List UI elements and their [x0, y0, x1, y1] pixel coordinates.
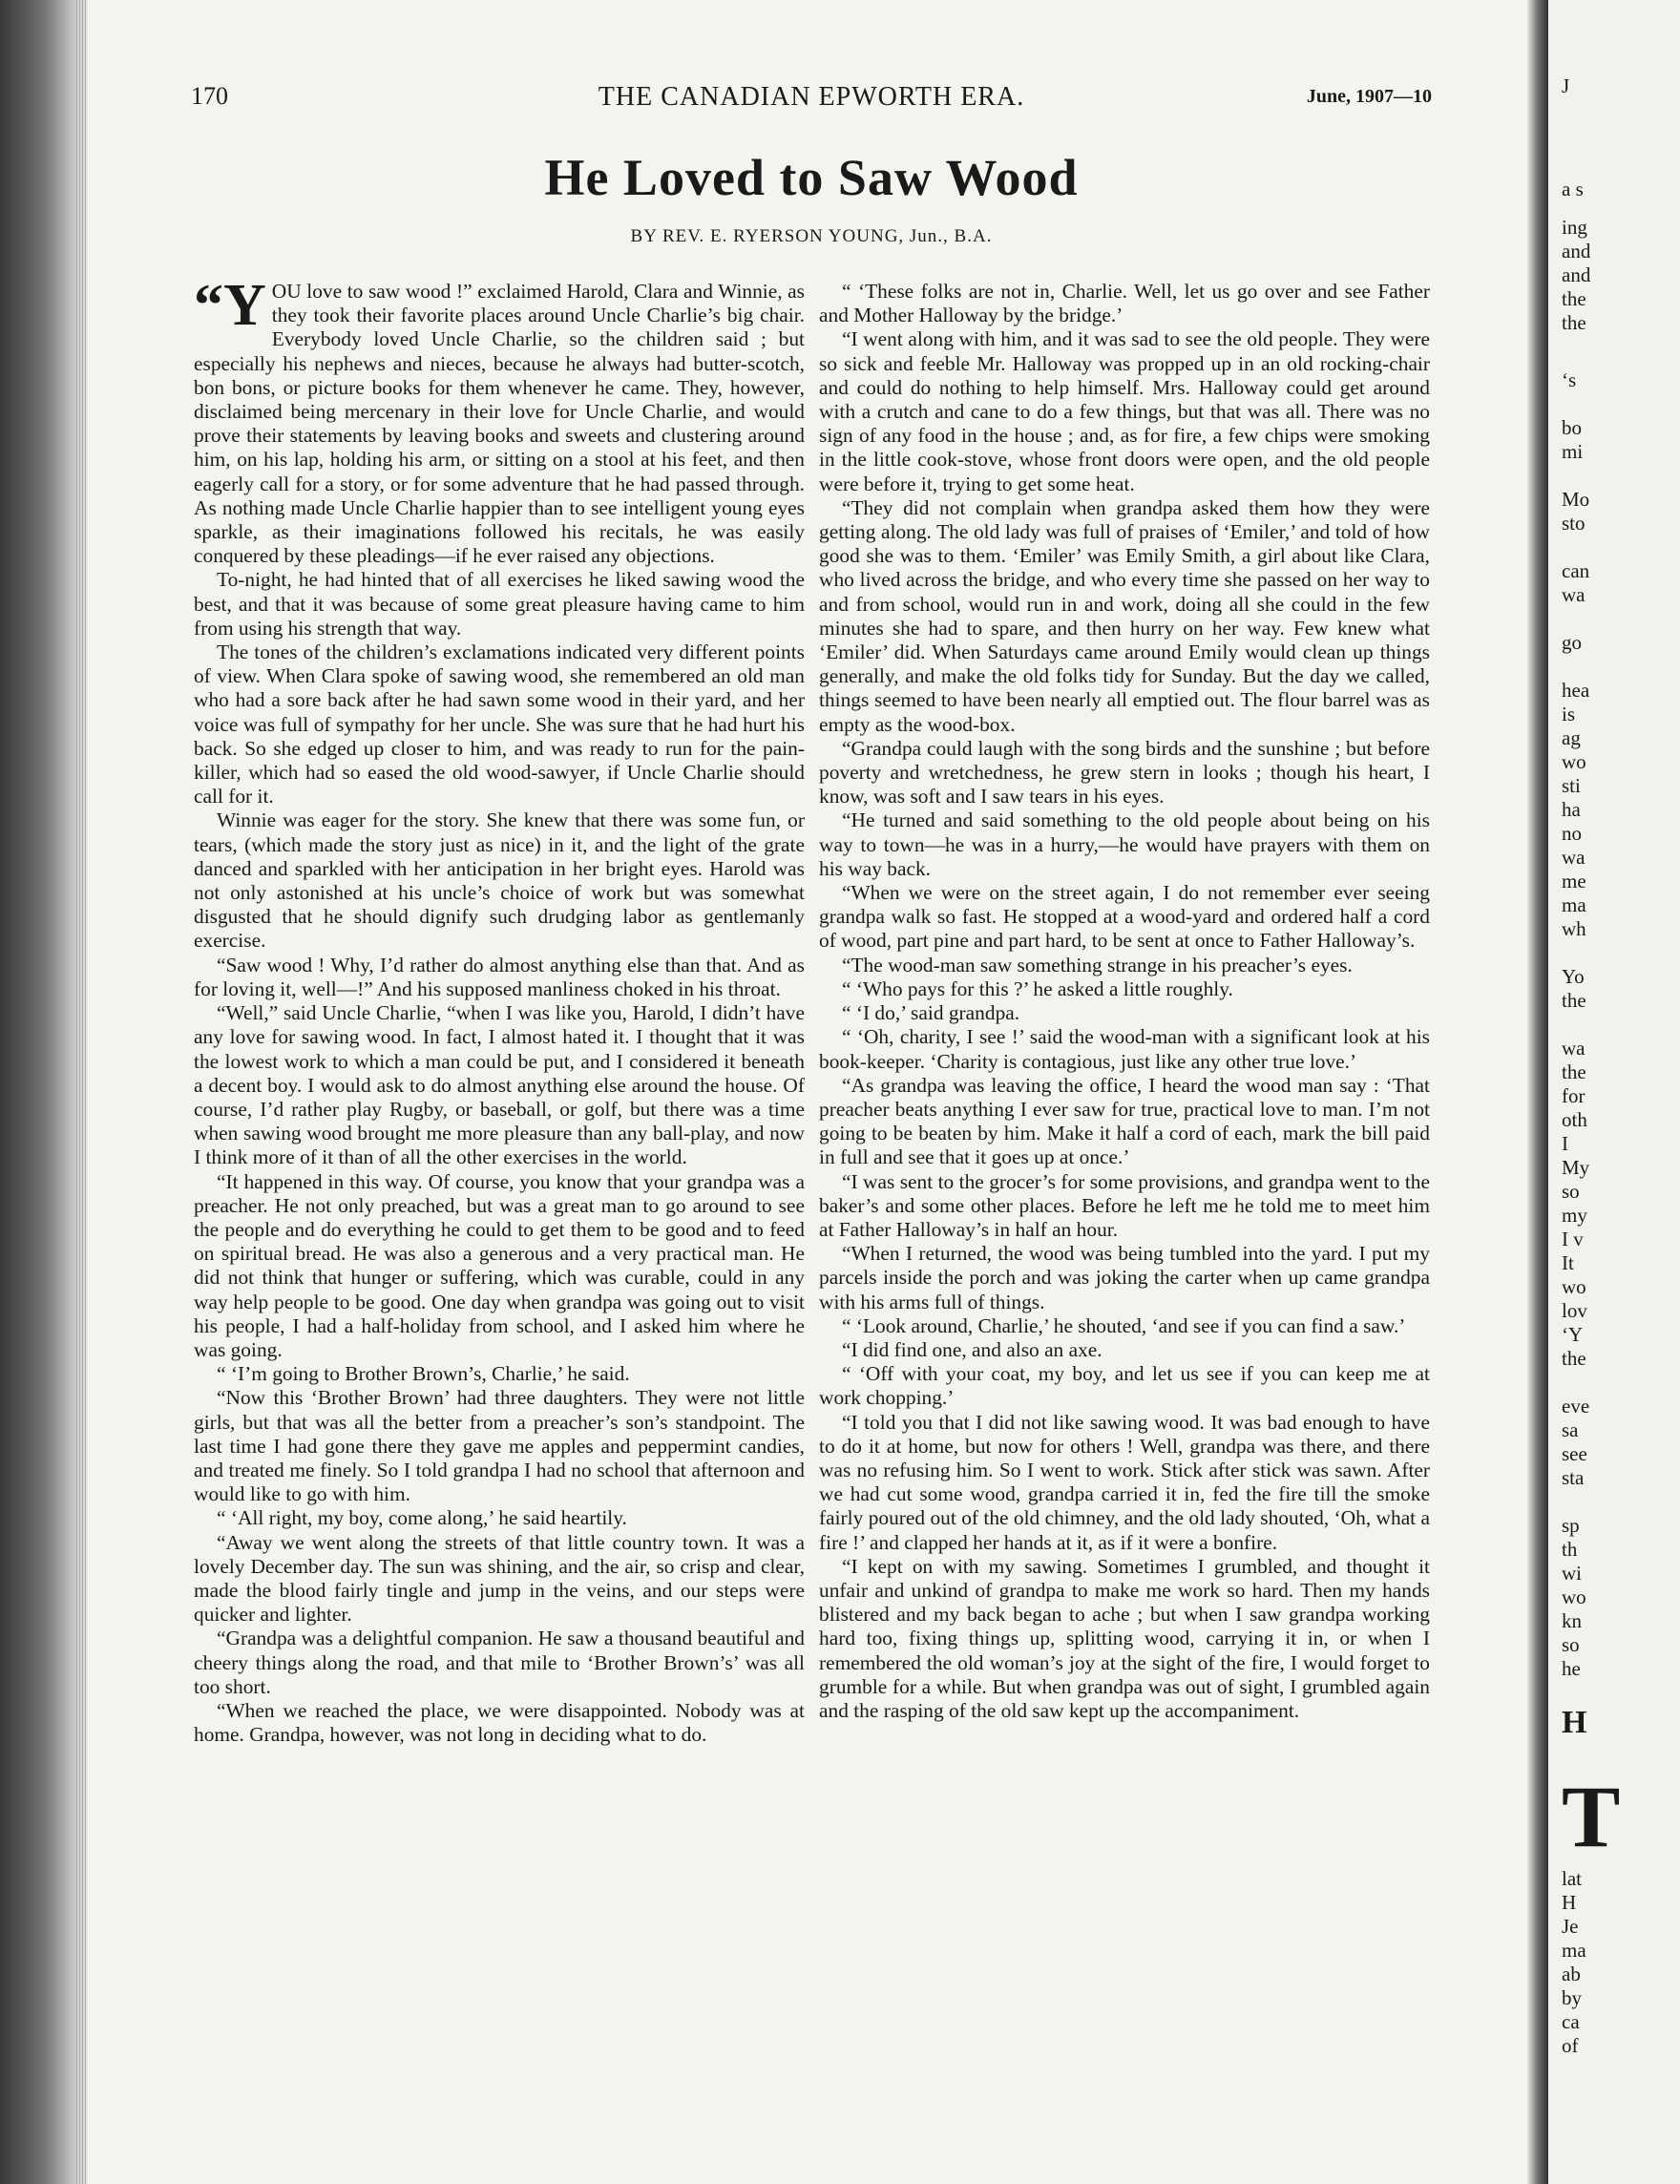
facing-page-fragment: my	[1562, 1204, 1587, 1227]
facing-page-fragment: eve	[1562, 1395, 1590, 1418]
paragraph: Winnie was eager for the story. She knew that there was some fun, or tears, (which made the story just as nice) in it, and the light of the grate danced and sparkled with her anticipation in her bright eyes. Harold was not only astonished at his uncle’s choice of work but was somewhat disgusted that he should dignify such drudging labor as gentlemanly exercise.	[194, 808, 805, 953]
facing-page-fragment: sp	[1562, 1514, 1580, 1537]
paragraph: “He turned and said something to the old people about being on his way to town—he was in a hurry,—he would have prayers with them on his way back.	[819, 808, 1430, 880]
paragraph: “The wood-man saw something strange in his preacher’s eyes.	[842, 953, 1353, 976]
facing-page-fragment: ‘Y	[1562, 1323, 1584, 1346]
facing-page-fragment: the	[1562, 287, 1586, 310]
facing-page-fragment: the	[1562, 311, 1586, 334]
facing-page-fragment: the	[1562, 1347, 1586, 1370]
paragraph: “ ‘Oh, charity, I see !’ said the wood-man with a significant look at his book-keeper. ‘Charity is contagious, just like any other true love.’	[819, 1025, 1430, 1073]
paragraph: “Away we went along the streets of that little country town. It was a lovely December day. The sun was shining, and the air, so crisp and clear, made the blood fairly tingle and jump in the veins, and our steps were quicker and lighter.	[194, 1530, 805, 1627]
facing-page-fragment: wo	[1562, 750, 1586, 773]
facing-page-fragment: kn	[1562, 1609, 1582, 1632]
facing-page-fragment: by	[1562, 1986, 1582, 2009]
paragraph: “I was sent to the grocer’s for some provisions, and grandpa went to the baker’s and some other places. Before he left me he told me to meet him at Father Halloway’s in half an hour.	[819, 1169, 1430, 1241]
facing-page-fragment: ma	[1562, 893, 1586, 916]
facing-page-fragment: wo	[1562, 1586, 1586, 1608]
paragraph: “Grandpa could laugh with the song birds and the sunshine ; but before poverty and wretchedness, he grew stern in looks ; though his heart, I know, was soft and I saw tears in his eyes.	[819, 736, 1430, 808]
journal-title: THE CANADIAN EPWORTH ERA.	[598, 82, 1025, 112]
paragraph: “ ‘Who pays for this ?’ he asked a little roughly.	[842, 976, 1233, 1000]
facing-page-fragment: can	[1562, 559, 1590, 582]
facing-page-fragment: Yo	[1562, 965, 1585, 988]
facing-page-fragment: no	[1562, 822, 1582, 845]
facing-page-fragment: ab	[1562, 1963, 1581, 1985]
facing-page-fragment: for	[1562, 1084, 1586, 1107]
facing-page-fragment: ma	[1562, 1939, 1586, 1962]
facing-page-fragment: wa	[1562, 1037, 1586, 1060]
book-binding	[0, 0, 88, 2184]
facing-page-fragment: Je	[1562, 1915, 1579, 1938]
issue-date: June, 1907—10	[1306, 86, 1432, 107]
facing-page-fragment: th	[1562, 1538, 1578, 1561]
paragraph: “Now this ‘Brother Brown’ had three daughters. They were not little girls, but that was all the better from a preacher’s son’s standpoint. The last time I had gone there they gave me apples and peppermint candies, and treated me finely. So I told grandpa I had no school that afternoon and would like to go with him.	[194, 1386, 805, 1506]
paragraph: “I did find one, and also an axe.	[842, 1337, 1102, 1361]
running-header	[191, 76, 1432, 115]
facing-page-fragment: lov	[1562, 1299, 1587, 1322]
facing-page-fragment: H	[1562, 1891, 1577, 1914]
facing-page-fragment: the	[1562, 989, 1586, 1012]
facing-page-fragment: wi	[1562, 1562, 1582, 1585]
facing-page-fragment: so	[1562, 1633, 1580, 1656]
facing-page-fragment: oth	[1562, 1108, 1587, 1131]
drop-cap: “Y	[194, 273, 266, 338]
article-title: He Loved to Saw Wood	[544, 149, 1079, 206]
paragraph: “ ‘All right, my boy, come along,’ he said heartily.	[217, 1506, 627, 1530]
facing-page	[1548, 0, 1680, 2184]
paragraph: “ ‘I do,’ said grandpa.	[842, 1001, 1020, 1025]
facing-page-fragment: and	[1562, 240, 1591, 262]
right-column	[819, 280, 1430, 1723]
book-gutter	[1527, 0, 1548, 2184]
facing-page-fragment: bo	[1562, 416, 1582, 439]
facing-page-fragment: ‘s	[1562, 368, 1577, 391]
facing-page-fragment: ing	[1562, 216, 1587, 239]
facing-page-fragment: mi	[1562, 440, 1584, 463]
facing-page-fragment: wh	[1562, 917, 1586, 940]
right-paragraphs	[819, 280, 1430, 1723]
paragraph: “When we reached the place, we were disappointed. Nobody was at home. Grandpa, however, was not long in deciding what to do.	[194, 1698, 805, 1747]
facing-page-fragment: is	[1562, 703, 1576, 725]
facing-page-fragment: lat	[1562, 1867, 1582, 1890]
facing-page-fragment: wo	[1562, 1275, 1586, 1298]
paragraph: “ ‘Look around, Charlie,’ he shouted, ‘and see if you can find a saw.’	[842, 1313, 1406, 1337]
facing-page-fragment: sta	[1562, 1466, 1585, 1489]
facing-page-fragment: so	[1562, 1180, 1580, 1203]
facing-page-fragment: It	[1562, 1251, 1574, 1274]
paragraph: To-night, he had hinted that of all exercises he liked sawing wood the best, and that it was because of some great pleasure having came to him from using his strength that way.	[194, 568, 805, 640]
opening-paragraph	[194, 273, 805, 568]
facing-page-fragment: he	[1562, 1657, 1581, 1680]
facing-page-fragment: wa	[1562, 583, 1586, 606]
facing-page-fragment: H	[1562, 1705, 1587, 1740]
facing-page-fragment: I	[1562, 1132, 1568, 1155]
left-paragraphs	[194, 568, 805, 1747]
paragraph: “ ‘Off with your coat, my boy, and let us see if you can keep me at work chopping.’	[819, 1362, 1430, 1410]
facing-page-fragment: ha	[1562, 798, 1581, 821]
facing-page-fragment: sti	[1562, 774, 1581, 797]
facing-page-fragment: hea	[1562, 679, 1590, 702]
facing-page-fragment: and	[1562, 263, 1591, 286]
paragraph: “When we were on the street again, I do not remember ever seeing grandpa walk so fast. He stopped at a wood-yard and ordered half a cord of wood, part pine and part hard, to be sent at once to Father Halloway’s.	[819, 881, 1430, 953]
facing-page-fragment: a s	[1562, 178, 1584, 200]
paragraph: “ ‘I’m going to Brother Brown’s, Charlie,’ he said.	[217, 1362, 630, 1386]
opening-text: OU love to saw wood !” exclaimed Harold, Clara and Winnie, as they took their favorite places around Uncle Charlie’s big chair. Everybody loved Uncle Charlie, so the children said ; but especially his nephews and nieces, because he always had butter-scotch, bon bons, or picture books for them whenever he came. They, however, disclaimed being mercenary in their love for Uncle Charlie, and would prove their statements by leaving books and sweets and clustering around him, on his lap, holding his arm, or sitting on a stool at his feet, and then eagerly call for a story, or for some adventure that he had passed through. As nothing made Uncle Charlie happier than to see intelligent young eyes sparkle, as their imaginations followed his recitals, he was easily conquered by these pleadings—if he ever raised any objections.	[194, 280, 805, 568]
facing-page-fragment: of	[1562, 2034, 1579, 2057]
magazine-page	[191, 76, 1432, 2176]
paragraph: The tones of the children’s exclamations indicated very different points of view. When Clara spoke of sawing wood, she remembered an old man who had a sore back after he had sawn some wood in their yard, and her voice was full of sympathy for her uncle. She was sure that he had hurt his back. So she edged up closer to him, and was ready to run for the pain-killer, which had so eased the old wood-sawyer, if Uncle Charlie should call for it.	[194, 640, 805, 808]
paragraph: “ ‘These folks are not in, Charlie. Well, let us go over and see Father and Mother Halloway by the bridge.’	[819, 280, 1430, 327]
paragraph: “It happened in this way. Of course, you know that your grandpa was a preacher. He not only preached, but was a great man to go around to see the people and do everything he could to get them to be good and to feed on spiritual bread. He was also a generous and a very practical man. He did not think that hunger or suffering, which was curable, could in any way help people to be good. One day when grandpa was going out to visit his people, I had a half-holiday from school, and I asked him where he was going.	[194, 1169, 805, 1361]
facing-page-fragment: Mo	[1562, 488, 1590, 511]
facing-page-fragment: wa	[1562, 846, 1586, 869]
paragraph: “I kept on with my sawing. Sometimes I grumbled, and thought it unfair and unkind of grandpa to make me work so hard. Then my hands blistered and my back began to ache ; but when I saw grandpa working hard too, fixing things up, splitting wood, carrying it in, or when I remembered the old woman’s joy at the sight of the fire, I would forget to grumble for a while. But when grandpa was out of sight, I grumbled again and the rasping of the old saw kept up the accompaniment.	[819, 1554, 1430, 1722]
page-edge	[76, 0, 86, 2184]
paragraph: “Grandpa was a delightful companion. He saw a thousand beautiful and cheery things along the road, and that mile to ‘Brother Brown’s’ was all too short.	[194, 1627, 805, 1698]
facing-page-fragment: go	[1562, 631, 1582, 654]
paragraph: “I told you that I did not like sawing wood. It was bad enough to have to do it at home, but now for others ! Well, grandpa was there, and there was no refusing him. So I went to work. Stick after stick was sawn. After we had cut some wood, grandpa carried it in, fed the fire till the smoke fairly poured out of the old chimney, and the old lady shouted, ‘Oh, what a fire !’ and clapped her hands at it, as if it were a bonfire.	[819, 1410, 1430, 1554]
facing-page-fragment: sto	[1562, 512, 1586, 535]
paragraph: “Saw wood ! Why, I’d rather do almost anything else than that. And as for loving it, well—!” And his supposed manliness choked in his throat.	[194, 953, 805, 1000]
page-number: 170	[191, 82, 228, 110]
facing-page-fragment: sa	[1562, 1418, 1579, 1441]
facing-page-fragment: I v	[1562, 1228, 1584, 1250]
facing-page-fragment: the	[1562, 1060, 1586, 1083]
paragraph: “Well,” said Uncle Charlie, “when I was like you, Harold, I didn’t have any love for sawing wood. In fact, I almost hated it. I thought that it was the lowest work to which a man could be put, and I considered it beneath a decent boy. I would ask to do almost anything else around the house. Of course, I’d rather play Rugby, or baseball, or golf, but there was a time when sawing wood brought me more pleasure than any ball-play, and now I think more of it than of all the other exercises in the world.	[194, 1001, 805, 1169]
paragraph: “As grandpa was leaving the office, I heard the wood man say : ‘That preacher beats anything I ever saw for true, practical love to man. I’m not going to be beaten by him. Make it half a cord of each, mark the bill paid in full and see that it goes up at once.’	[819, 1073, 1430, 1169]
paragraph: “They did not complain when grandpa asked them how they were getting along. The old lady was full of praises of ‘Emiler,’ and told of how good she was to them. ‘Emiler’ was Emily Smith, a girl about like Clara, who lived across the bridge, and who every time she passed on her way to and from school, would run in and work, doing all she could in the few minutes she had to spare, and then hurry on her way. Few knew what ‘Emiler’ did. When Saturdays came around Emily would clean up things generally, and make the old folks tidy for Sunday. But the day we called, things seemed to have been nearly all emptied out. The flour barrel was as empty as the wood-box.	[819, 495, 1430, 736]
facing-page-fragment: J	[1562, 74, 1570, 97]
facing-page-fragment: My	[1562, 1156, 1590, 1179]
facing-page-fragment: ag	[1562, 726, 1581, 749]
facing-page-fragment: see	[1562, 1442, 1587, 1465]
facing-page-fragment: me	[1562, 870, 1586, 892]
article-byline: BY REV. E. RYERSON YOUNG, Jun., B.A.	[630, 226, 993, 246]
left-column	[194, 273, 805, 1747]
facing-page-fragment: ca	[1562, 2010, 1580, 2033]
paragraph: “When I returned, the wood was being tumbled into the yard. I put my parcels inside the porch and was joking the carter when up came grandpa with his arms full of things.	[819, 1242, 1430, 1313]
paragraph: “I went along with him, and it was sad to see the old people. They were so sick and feeble Mr. Halloway was propped up in an old rocking-chair and could do nothing to help himself. Mrs. Halloway could get around with a crutch and cane to do a few things, but that was all. There was no sign of any food in the house ; and, as for fire, a few chips were smoking in the little cook-stove, whose front doors were open, and the old people were before it, trying to get some heat.	[819, 327, 1430, 495]
facing-page-fragment: T	[1562, 1768, 1621, 1865]
